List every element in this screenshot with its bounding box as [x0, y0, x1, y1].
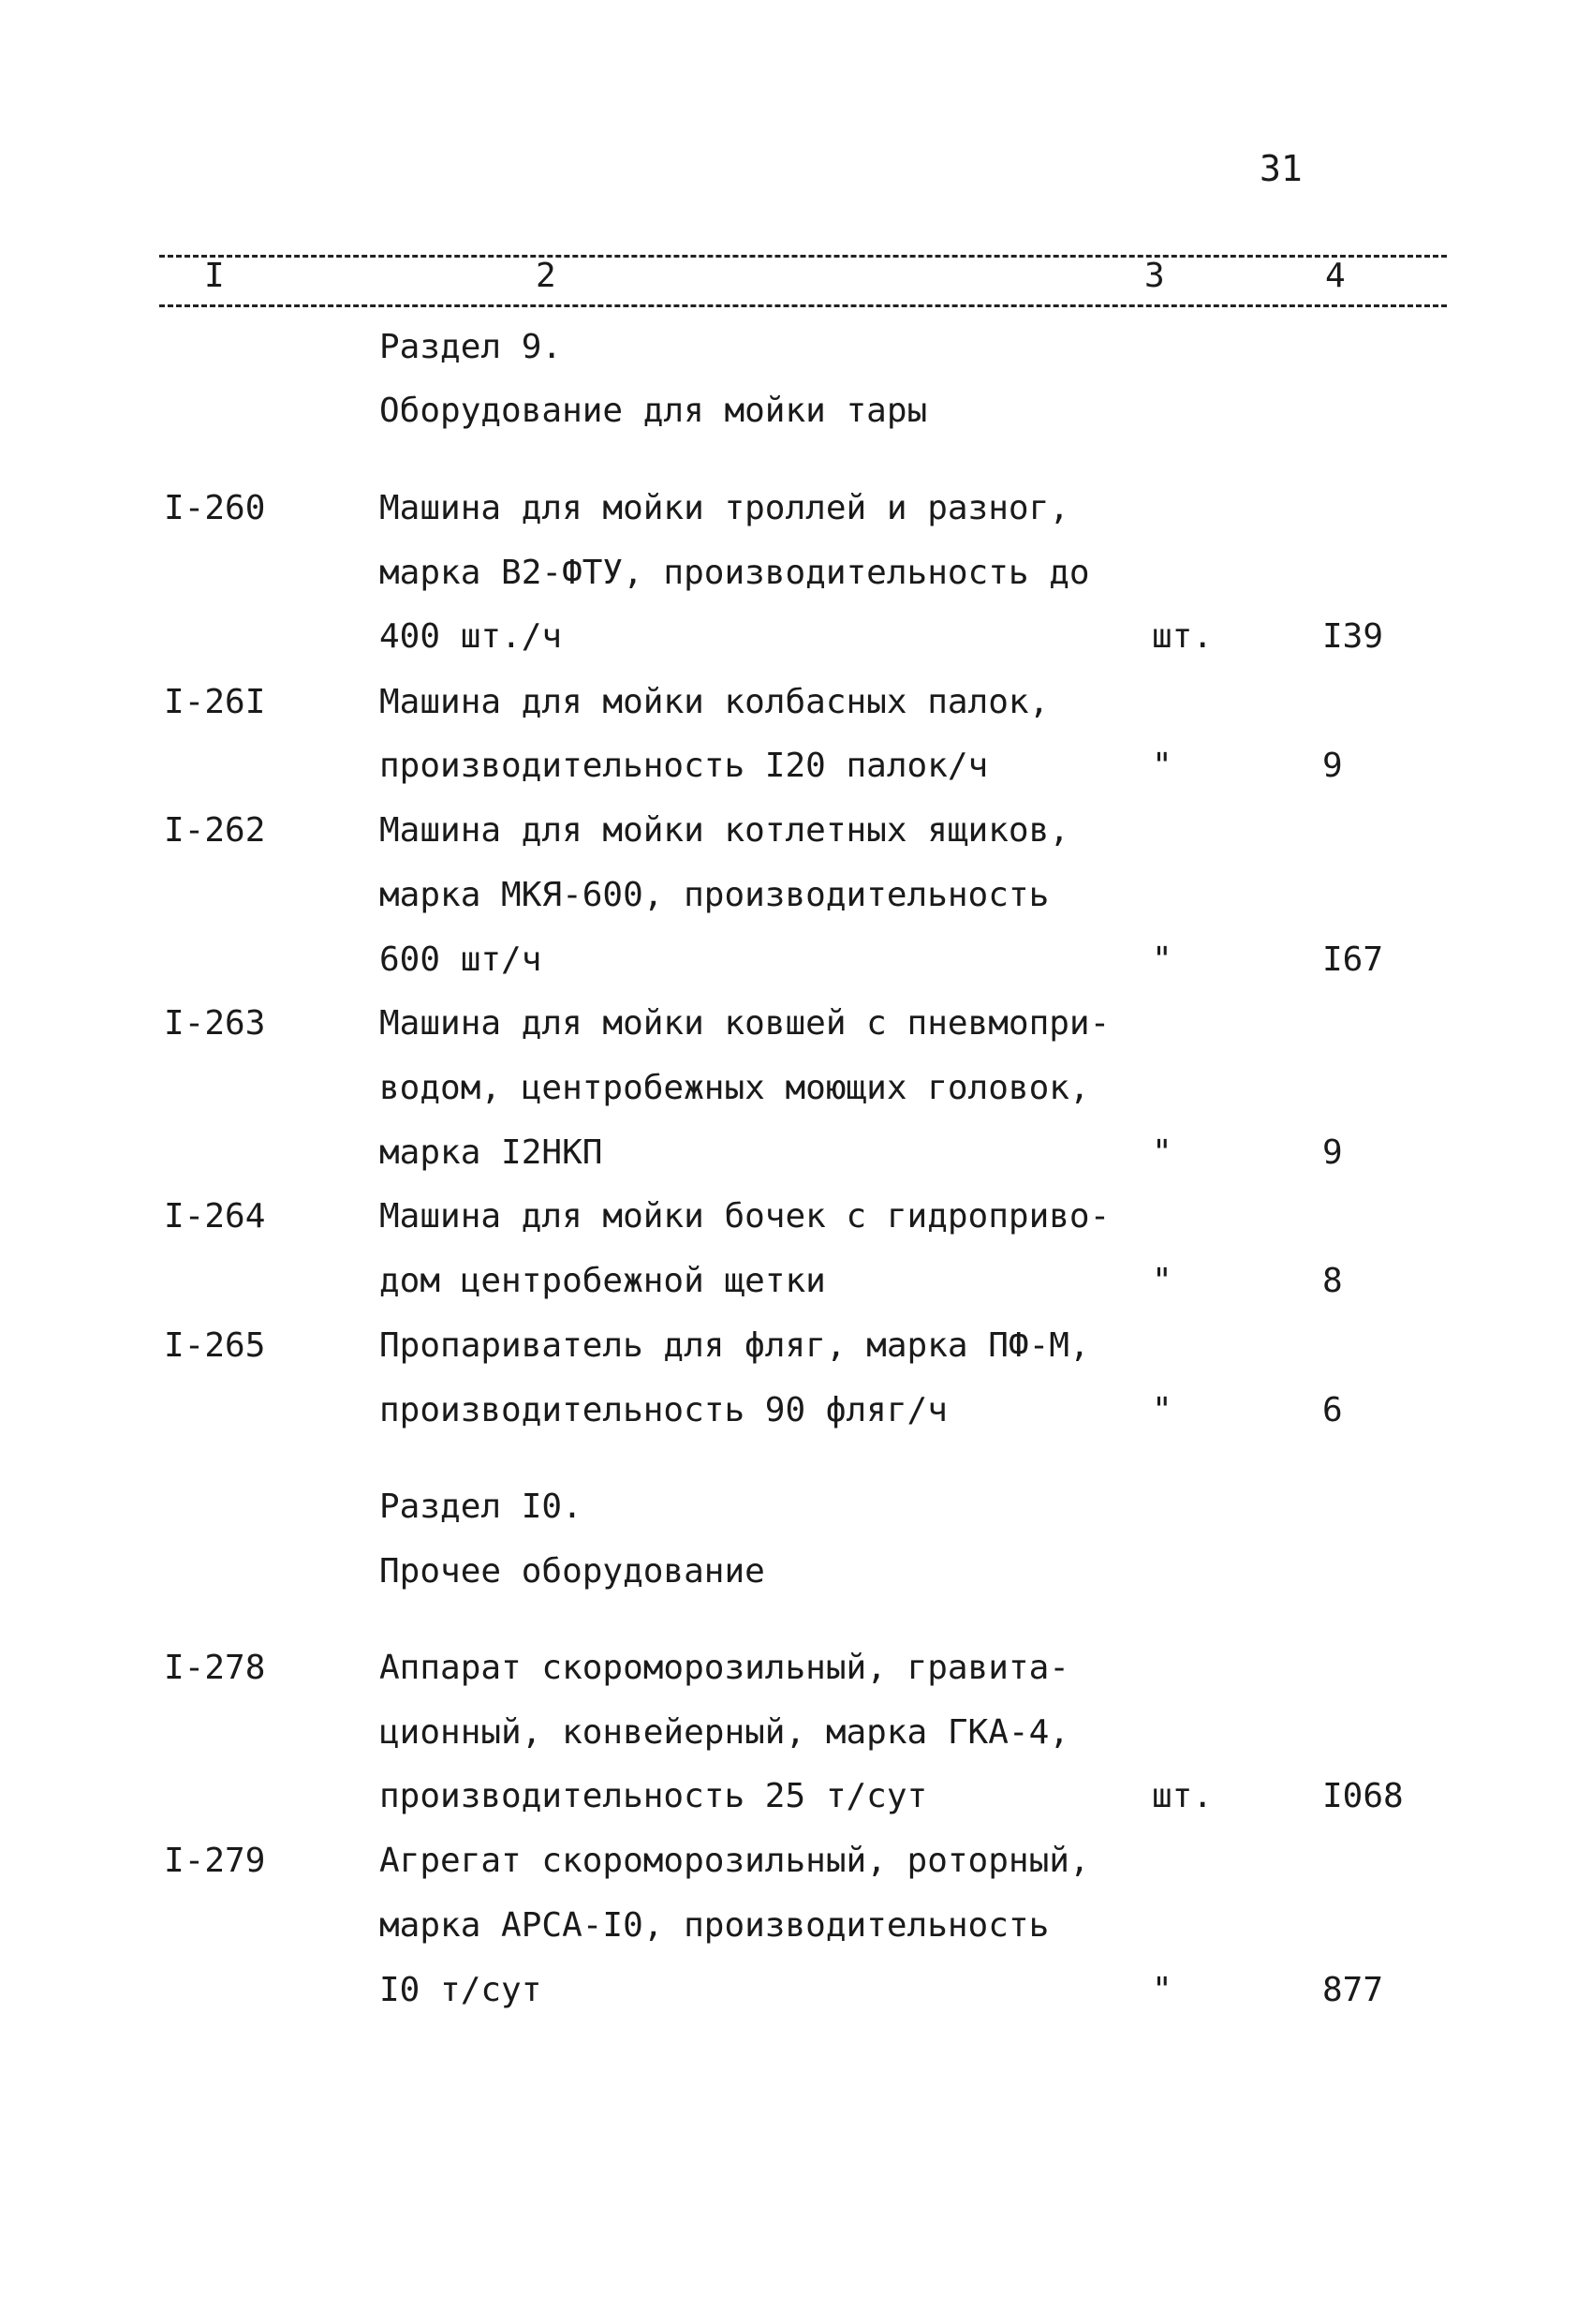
- item-description-line: 400 шт./ч: [379, 617, 563, 656]
- item-description-line: I0 т/сут: [379, 1971, 542, 2009]
- column-header-2: 2: [536, 257, 556, 295]
- item-description-line: Агрегат скороморозильный, роторный,: [379, 1842, 1090, 1880]
- item-unit: ": [1152, 1391, 1172, 1429]
- item-description-line: Аппарат скороморозильный, гравита-: [379, 1649, 1069, 1687]
- item-code: I-264: [164, 1197, 266, 1236]
- item-quantity: I068: [1322, 1777, 1404, 1815]
- item-description-line: Машина для мойки колбасных палок,: [379, 683, 1050, 721]
- item-unit: шт.: [1152, 617, 1214, 656]
- item-quantity: 877: [1322, 1971, 1384, 2009]
- item-quantity: I67: [1322, 940, 1384, 979]
- item-code: I-265: [164, 1326, 266, 1365]
- item-unit: ": [1152, 1971, 1172, 2009]
- item-description-line: марка I2НКП: [379, 1133, 603, 1172]
- item-description-line: водом, центробежных моющих головок,: [379, 1069, 1090, 1107]
- item-code: I-278: [164, 1649, 266, 1687]
- item-description-line: Машина для мойки ковшей с пневмопри-: [379, 1004, 1111, 1043]
- table-top-rule: [159, 255, 1447, 258]
- table-header-rule: [159, 304, 1447, 307]
- item-quantity: I39: [1322, 617, 1384, 656]
- item-description-line: ционный, конвейерный, марка ГКА-4,: [379, 1713, 1069, 1752]
- section-10-title: Раздел I0.: [379, 1488, 582, 1526]
- column-header-1: I: [204, 257, 225, 295]
- section-9-subtitle: Оборудование для мойки тары: [379, 392, 928, 430]
- item-unit: ": [1152, 940, 1172, 979]
- item-code: I-279: [164, 1842, 266, 1880]
- section-10-subtitle: Прочее оборудование: [379, 1552, 765, 1591]
- item-description-line: Машина для мойки троллей и разног,: [379, 489, 1069, 527]
- item-description-line: 600 шт/ч: [379, 940, 542, 979]
- item-quantity: 9: [1322, 1133, 1343, 1172]
- page-number: 31: [1260, 148, 1303, 189]
- section-9-title: Раздел 9.: [379, 328, 563, 366]
- item-description-line: производительность 25 т/сут: [379, 1777, 928, 1815]
- item-code: I-26I: [164, 683, 266, 721]
- item-quantity: 8: [1322, 1262, 1343, 1300]
- item-description-line: производительность 90 фляг/ч: [379, 1391, 948, 1429]
- item-unit: ": [1152, 1133, 1172, 1172]
- item-description-line: марка В2-ФТУ, производительность до: [379, 554, 1090, 592]
- item-unit: ": [1152, 747, 1172, 785]
- column-header-4: 4: [1325, 257, 1346, 295]
- item-quantity: 9: [1322, 747, 1343, 785]
- item-unit: ": [1152, 1262, 1172, 1300]
- column-header-3: 3: [1144, 257, 1165, 295]
- item-description-line: марка МКЯ-600, производительность: [379, 876, 1050, 914]
- item-description-line: Машина для мойки котлетных ящиков,: [379, 811, 1069, 850]
- item-unit: шт.: [1152, 1777, 1214, 1815]
- item-code: I-263: [164, 1004, 266, 1043]
- item-code: I-262: [164, 811, 266, 850]
- item-quantity: 6: [1322, 1391, 1343, 1429]
- item-description-line: дом центробежной щетки: [379, 1262, 826, 1300]
- item-code: I-260: [164, 489, 266, 527]
- item-description-line: Пропариватель для фляг, марка ПФ-М,: [379, 1326, 1090, 1365]
- item-description-line: марка АРСА-I0, производительность: [379, 1906, 1050, 1945]
- item-description-line: производительность I20 палок/ч: [379, 747, 989, 785]
- item-description-line: Машина для мойки бочек с гидроприво-: [379, 1197, 1111, 1236]
